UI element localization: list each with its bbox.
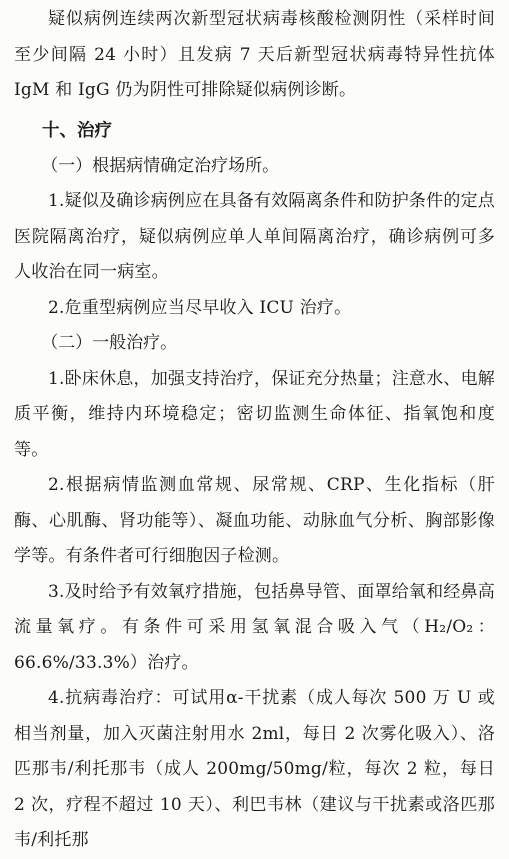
subsection-2-item-2: 2.根据病情监测血常规、尿常规、CRP、生化指标（肝酶、心肌酶、肾功能等）、凝血功能、动脉血气分析、胸部影像学等。有条件者可行细胞因子检测。: [14, 475, 495, 566]
subsection-2-item-3: 3.及时给予有效氧疗措施，包括鼻导管、面罩给氧和经鼻高流量氧疗。有条件可采用氢氧混合吸入气（H₂/O₂：66.6%/33.3%）治疗。: [14, 581, 495, 673]
subsection-2-item-4: 4.抗病毒治疗：可试用α-干扰素（成人每次 500 万 U 或相当剂量，加入灭菌注射用水 2ml，每日 2 次雾化吸入）、洛匹那韦/利托那韦（成人 200mg/50mg/粒，每次 2 粒，每日 2 次，疗程不超过 10 天）、利巴韦林（建议与干扰素或洛匹那韦/利托那: [14, 688, 495, 850]
subsection-2-item-1: 1.卧床休息，加强支持治疗，保证充分热量；注意水、电解质平衡，维持内环境稳定；密切监测生命体征、指氧饱和度等。: [14, 368, 495, 460]
section-title: 十、治疗: [42, 120, 112, 141]
intro-paragraph: 疑似病例连续两次新型冠状病毒核酸检测阴性（采样时间至少间隔 24 小时）且发病 7 天后新型冠状病毒特异性抗体 IgM 和 IgG 仍为阴性可排除疑似病例诊断。: [14, 9, 495, 100]
subsection-1-item-1: 1.疑似及确诊病例应在具备有效隔离条件和防护条件的定点医院隔离治疗，疑似病例应单人单间隔离治疗，确诊病例可多人收治在同一病室。: [14, 191, 495, 282]
subsection-1-item-2: 2.危重型病例应当尽早收入 ICU 治疗。: [48, 297, 352, 318]
subsection-1-title: （一）根据病情确定治疗场所。: [41, 155, 280, 176]
subsection-2-title: （二）一般治疗。: [41, 333, 178, 353]
